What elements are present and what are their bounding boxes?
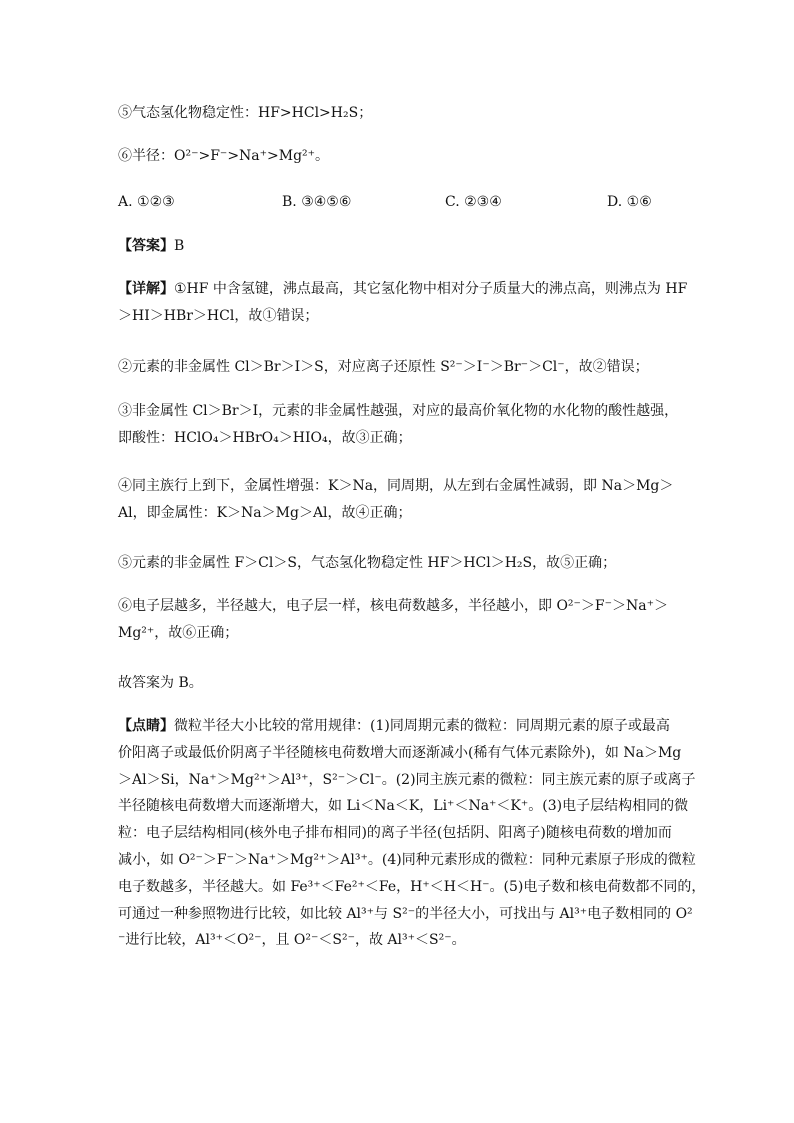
condition-5-text: ⑤气态氢化物稳定性：HF>HCl>H₂S；	[118, 105, 373, 121]
tips-label: 【点睛】	[118, 718, 174, 734]
option-c	[445, 190, 502, 214]
conclusion	[118, 670, 678, 697]
detail-p3-line-1: ③非金属性 Cl＞Br＞I，元素的非金属性越强，对应的最高价氧化物的水化物的酸性越强，	[118, 403, 679, 419]
detail-p4-line-2: Al，即金属性：K＞Na＞Mg＞Al，故④正确；	[118, 504, 412, 521]
tips-line-9: ⁻进行比较，Al³⁺＜O²⁻，且 O²⁻＜S²⁻，故 Al³⁺＜S²⁻。	[118, 932, 466, 949]
option-b-value: ③④⑤⑥	[301, 194, 352, 210]
detail-p6-line-1: ⑥电子层越多，半径越大，电子层一样，核电荷数越多，半径越小，即 O²⁻＞F⁻＞Na⁺＞	[118, 598, 669, 614]
tips-line-8: 可通过一种参照物进行比较，如比较 Al³⁺与 S²⁻的半径大小，可找出与 Al³⁺电子数相同的 O²	[118, 905, 693, 922]
detail-paragraph-6	[118, 593, 678, 646]
option-d-key: D.	[607, 194, 623, 210]
tips-line-7: 电子数越多，半径越大。如 Fe³⁺＜Fe²⁺＜Fe，H⁺＜H＜H⁻。(5)电子数和核电荷数都不同的，	[118, 878, 706, 895]
detail-paragraph-3	[118, 398, 678, 451]
tips-line-5: 粒：电子层结构相同(核外电子排布相同)的离子半径(包括阴、阳离子)随核电荷数的增加而	[118, 825, 672, 842]
tips-line-6: 减小，如 O²⁻＞F⁻＞Na⁺＞Mg²⁺＞Al³⁺。(4)同种元素形成的微粒：同种元素原子形成的微粒	[118, 851, 696, 868]
detail-p2-line-1: ②元素的非金属性 Cl＞Br＞I＞S，对应离子还原性 S²⁻＞I⁻＞Br⁻＞Cl⁻，故②错误；	[118, 359, 649, 375]
option-d-value: ①⑥	[626, 194, 652, 210]
option-c-value: ②③④	[464, 194, 502, 210]
detail-paragraph-1	[118, 276, 688, 329]
conclusion-text: 故答案为 B。	[118, 675, 203, 691]
option-a-key: A.	[118, 194, 133, 210]
detail-label: 【详解】	[118, 281, 174, 297]
answer-value: B	[174, 238, 185, 254]
detail-paragraph-2	[118, 354, 678, 381]
option-b-key: B.	[282, 194, 297, 210]
detail-p1-line-1: ①HF 中含氢键，沸点最高，其它氢化物中相对分子质量大的沸点高，则沸点为 HF	[174, 281, 688, 297]
option-b	[282, 190, 351, 214]
detail-paragraph-4	[118, 473, 678, 526]
option-a-value: ①②③	[137, 194, 175, 210]
detail-p5-line-1: ⑤元素的非金属性 F＞Cl＞S，气态氢化物稳定性 HF＞HCl＞H₂S，故⑤正确；	[118, 555, 617, 571]
detail-paragraph-5	[118, 550, 678, 577]
detail-p3-line-2: 即酸性：HClO₄＞HBrO₄＞HIO₄，故③正确；	[118, 429, 412, 446]
option-c-key: C.	[445, 194, 460, 210]
condition-6	[118, 143, 678, 170]
tips-line-1: 微粒半径大小比较的常用规律：(1)同周期元素的微粒：同周期元素的原子或最高	[174, 718, 670, 734]
option-a	[118, 190, 175, 214]
detail-p1-line-2: ＞HI＞HBr＞HCl，故①错误；	[118, 307, 319, 324]
answer-label: 【答案】	[118, 238, 174, 254]
answer-section	[118, 233, 678, 260]
tips-line-4: 半径随核电荷数增大而逐渐增大，如 Li＜Na＜K，Li⁺＜Na⁺＜K⁺。(3)电子层结构相同的微	[118, 798, 689, 815]
tips-section	[118, 713, 706, 954]
detail-p6-line-2: Mg²⁺，故⑥正确；	[118, 624, 239, 641]
tips-line-3: ＞Al＞Si，Na⁺＞Mg²⁺＞Al³⁺，S²⁻＞Cl⁻。(2)同主族元素的微粒：同主族元素的原子或离子	[118, 771, 696, 788]
answer-options	[118, 190, 678, 214]
condition-5	[118, 100, 678, 127]
condition-6-text: ⑥半径：O²⁻>F⁻>Na⁺>Mg²⁺。	[118, 148, 330, 164]
option-d	[607, 190, 652, 214]
tips-line-2: 价阳离子或最低价阴离子半径随核电荷数增大而逐渐减小(稀有气体元素除外)，如 Na＞Mg	[118, 744, 682, 761]
detail-p4-line-1: ④同主族行上到下，金属性增强：K＞Na，同周期，从左到右金属性减弱，即 Na＞Mg＞	[118, 478, 674, 494]
